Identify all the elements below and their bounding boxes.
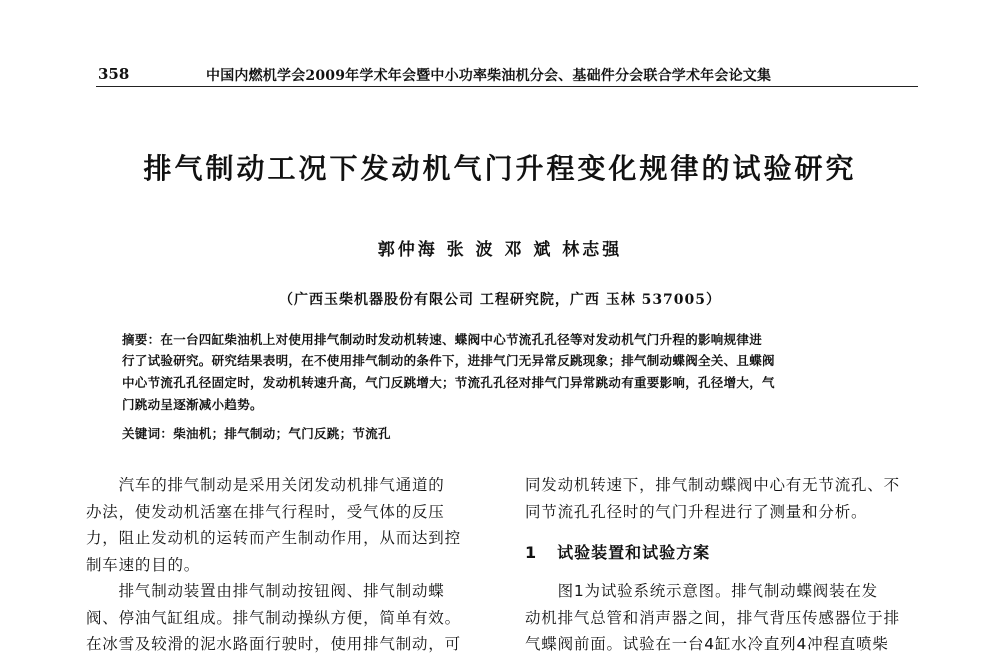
body-line: 图1为试验系统示意图。排气制动蝶阀装在发: [525, 582, 878, 600]
header-rule: [96, 86, 918, 87]
abstract-line: 中心节流孔孔径固定时，发动机转速升高，气门反跳增大；节流孔孔径对排气门异常跳动有重要影响，孔径增大，气: [122, 375, 775, 390]
body-line: 阀、停油气缸组成。排气制动操纵方便，简单有效。: [86, 609, 461, 627]
authors: 郭仲海 张 波 邓 斌 林志强: [377, 240, 623, 260]
body-line: 制车速的目的。: [86, 556, 201, 574]
abstract-line: 门跳动呈逐渐减小趋势。: [122, 397, 263, 412]
section-title: 试验装置和试验方案: [557, 543, 711, 562]
section-number: 1: [525, 543, 538, 562]
body-line: 同发动机转速下，排气制动蝶阀中心有无节流孔、不: [525, 476, 900, 494]
abstract-line: 摘要：在一台四缸柴油机上对使用排气制动时发动机转速、蝶阀中心节流孔孔径等对发动机气门升程的影响规律进: [122, 332, 763, 347]
section-heading: [525, 540, 710, 563]
abstract-line: 行了试验研究。研究结果表明，在不使用排气制动的条件下，进排气门无异常反跳现象；排气制动蝶阀全关、且蝶阀: [122, 353, 775, 368]
body-line: 办法，使发动机活塞在排气行程时，受气体的反压: [86, 503, 445, 521]
body-line: 气蝶阀前面。试验在一台4缸水冷直列4冲程直喷柴: [525, 635, 889, 653]
affiliation: （广西玉柴机器股份有限公司 工程研究院，广西 玉林 537005）: [278, 292, 722, 308]
body-line: 排气制动装置由排气制动按钮阀、排气制动蝶: [86, 582, 445, 600]
body-line: 动机排气总管和消声器之间，排气背压传感器位于排: [525, 609, 900, 627]
page-number: 358: [98, 65, 130, 83]
running-header: 中国内燃机学会2009年学术年会暨中小功率柴油机分会、基础件分会联合学术年会论文集: [206, 68, 772, 84]
body-line: 力，阻止发动机的运转而产生制动作用，从而达到控: [86, 529, 461, 547]
body-line: 同节流孔孔径时的气门升程进行了测量和分析。: [525, 503, 868, 521]
keywords: 关键词：柴油机；排气制动；气门反跳；节流孔: [122, 426, 391, 441]
body-line: 在冰雪及较滑的泥水路面行驶时，使用排气制动，可: [86, 635, 461, 653]
body-line: 汽车的排气制动是采用关闭发动机排气通道的: [86, 476, 445, 494]
paper-title: 排气制动工况下发动机气门升程变化规律的试验研究: [143, 152, 857, 185]
